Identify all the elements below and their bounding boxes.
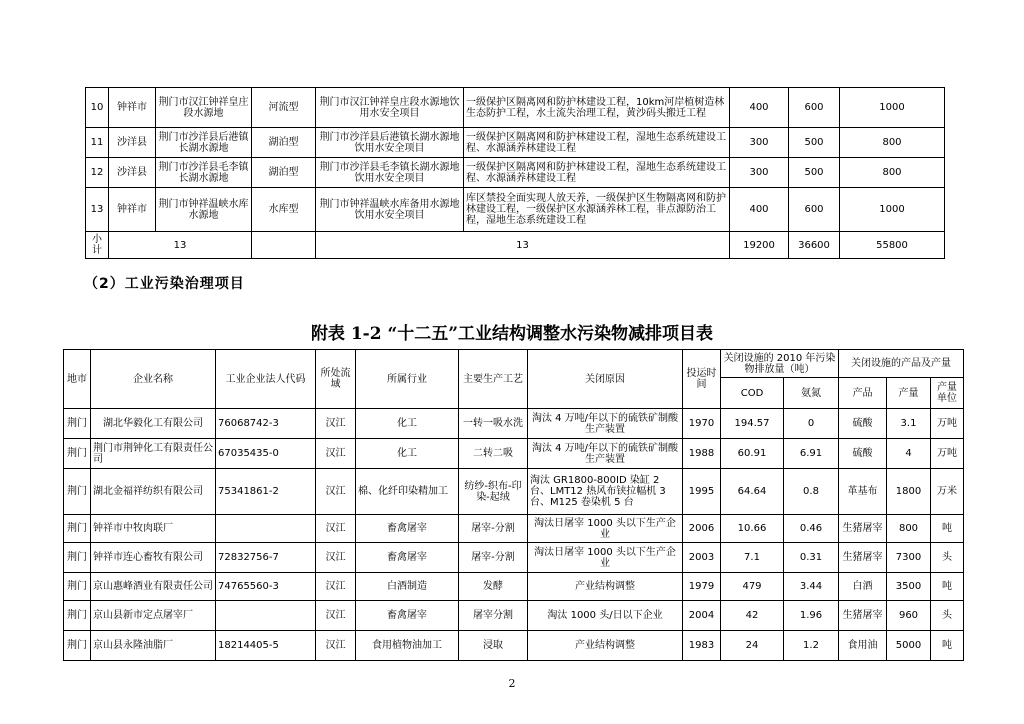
process-cell: 屠宰-分割 — [459, 543, 528, 573]
industrial-reduction-table — [63, 349, 964, 661]
project-name-cell: 荆门市汉江钟祥皇庄段水源地饮用水安全项目 — [316, 88, 464, 128]
city-cell: 荆门 — [64, 601, 91, 631]
product-cell: 硫酸 — [839, 439, 887, 469]
output-cell: 7300 — [887, 543, 931, 573]
ammonia-cell: 6.91 — [784, 439, 839, 469]
process-cell: 发酵 — [459, 573, 528, 601]
cod-cell: 42 — [721, 601, 784, 631]
value-cell: 600 — [789, 88, 840, 128]
subtotal-value: 36600 — [789, 232, 840, 259]
subtotal-project-count: 13 — [316, 232, 730, 259]
code-cell: 75341861-2 — [216, 469, 316, 515]
header-basin: 所处流域 — [316, 350, 356, 409]
project-content-cell: 一级保护区隔离网和防护林建设工程，湿地生态系统建设工程、水源涵养林建设工程 — [464, 128, 730, 158]
header-process: 主要生产工艺 — [459, 350, 528, 409]
process-cell: 一转一吸水洗 — [459, 409, 528, 439]
time-cell: 1995 — [683, 469, 721, 515]
city-cell: 荆门 — [64, 573, 91, 601]
value-cell: 600 — [789, 188, 840, 232]
company-cell: 钟祥市连心畜牧有限公司 — [91, 543, 216, 573]
row-number: 13 — [86, 188, 109, 232]
ammonia-cell: 0 — [784, 409, 839, 439]
city-cell: 钟祥市 — [109, 188, 156, 232]
value-cell: 800 — [840, 158, 945, 188]
empty-cell — [252, 232, 316, 259]
product-cell: 硫酸 — [839, 409, 887, 439]
code-cell: 74765560-3 — [216, 573, 316, 601]
basin-cell: 汉江 — [316, 515, 356, 543]
ammonia-cell: 0.31 — [784, 543, 839, 573]
code-cell — [216, 601, 316, 631]
source-type-cell: 湖泊型 — [252, 128, 316, 158]
output-cell: 4 — [887, 439, 931, 469]
time-cell: 2006 — [683, 515, 721, 543]
header-product: 产品 — [839, 378, 887, 409]
subtotal-label: 小计 — [86, 232, 109, 259]
project-name-cell: 荆门市沙洋县毛李镇长湖水源地饮用水安全项目 — [316, 158, 464, 188]
code-cell: 76068742-3 — [216, 409, 316, 439]
time-cell: 1979 — [683, 573, 721, 601]
value-cell: 500 — [789, 158, 840, 188]
product-cell: 生猪屠宰 — [839, 601, 887, 631]
ammonia-cell: 0.8 — [784, 469, 839, 515]
table-row — [64, 409, 964, 439]
city-cell: 荆门 — [64, 409, 91, 439]
output-cell: 5000 — [887, 631, 931, 661]
unit-cell: 吨 — [931, 515, 964, 543]
table-row — [86, 88, 945, 128]
table-title: 附表 1-2 “十二五”工业结构调整水污染物减排项目表 — [310, 324, 714, 344]
header-ammonia: 氨氮 — [784, 378, 839, 409]
project-name-cell: 荆门市沙洋县后港镇长湖水源地饮用水安全项目 — [316, 128, 464, 158]
project-name-cell: 荆门市钟祥温峡水库备用水源地饮用水安全项目 — [316, 188, 464, 232]
ammonia-cell: 1.96 — [784, 601, 839, 631]
row-number: 12 — [86, 158, 109, 188]
source-name-cell: 荆门市汉江钟祥皇庄段水源地 — [156, 88, 252, 128]
time-cell: 2003 — [683, 543, 721, 573]
ammonia-cell: 3.44 — [784, 573, 839, 601]
company-cell: 钟祥市中牧肉联厂 — [91, 515, 216, 543]
code-cell: 18214405-5 — [216, 631, 316, 661]
project-content-cell: 一级保护区隔离网和防护林建设工程，湿地生态系统建设工程、水源涵养林建设工程 — [464, 158, 730, 188]
city-cell: 荆门 — [64, 631, 91, 661]
basin-cell: 汉江 — [316, 469, 356, 515]
basin-cell: 汉江 — [316, 409, 356, 439]
basin-cell: 汉江 — [316, 543, 356, 573]
project-content-cell: 一级保护区隔离网和防护林建设工程，10km河岸植树造林生态防护工程，水土流失治理工程，黄沙码头搬迁工程 — [464, 88, 730, 128]
header-emission-group: 关闭设施的 2010 年污染物排放量（吨） — [721, 350, 839, 378]
basin-cell: 汉江 — [316, 573, 356, 601]
source-type-cell: 水库型 — [252, 188, 316, 232]
output-cell: 800 — [887, 515, 931, 543]
table-row — [64, 469, 964, 515]
table-row — [64, 439, 964, 469]
company-cell: 湖北金福祥纺织有限公司 — [91, 469, 216, 515]
reason-cell: 淘汰日屠宰 1000 头以下生产企业 — [528, 515, 683, 543]
industry-cell: 食用植物油加工 — [356, 631, 459, 661]
source-name-cell: 荆门市沙洋县毛李镇长湖水源地 — [156, 158, 252, 188]
reason-cell: 产业结构调整 — [528, 631, 683, 661]
row-number: 10 — [86, 88, 109, 128]
cod-cell: 24 — [721, 631, 784, 661]
product-cell: 白酒 — [839, 573, 887, 601]
reason-cell: 淘汰 4 万吨/年以下的硫铁矿制酸生产装置 — [528, 439, 683, 469]
output-cell: 1800 — [887, 469, 931, 515]
unit-cell: 头 — [931, 543, 964, 573]
reason-cell: 淘汰 1000 头/日以下企业 — [528, 601, 683, 631]
company-cell: 荆门市荆钟化工有限责任公司 — [91, 439, 216, 469]
section-heading: （2）工业污染治理项目 — [84, 276, 245, 292]
header-reason: 关闭原因 — [528, 350, 683, 409]
city-cell: 沙洋县 — [109, 158, 156, 188]
product-cell: 革基布 — [839, 469, 887, 515]
cod-cell: 479 — [721, 573, 784, 601]
company-cell: 湖北华毅化工有限公司 — [91, 409, 216, 439]
cod-cell: 7.1 — [721, 543, 784, 573]
ammonia-cell: 1.2 — [784, 631, 839, 661]
table-row — [64, 515, 964, 543]
header-company: 企业名称 — [91, 350, 216, 409]
unit-cell: 万吨 — [931, 439, 964, 469]
header-output: 产量 — [887, 378, 931, 409]
industry-cell: 棉、化纤印染精加工 — [356, 469, 459, 515]
subtotal-row — [86, 232, 945, 259]
time-cell: 1970 — [683, 409, 721, 439]
unit-cell: 吨 — [931, 631, 964, 661]
output-cell: 3500 — [887, 573, 931, 601]
source-type-cell: 河流型 — [252, 88, 316, 128]
cod-cell: 194.57 — [721, 409, 784, 439]
table-row — [64, 601, 964, 631]
subtotal-value: 19200 — [730, 232, 789, 259]
table-row — [64, 631, 964, 661]
unit-cell: 万米 — [931, 469, 964, 515]
table-row — [86, 158, 945, 188]
output-cell: 3.1 — [887, 409, 931, 439]
process-cell: 二转二吸 — [459, 439, 528, 469]
product-cell: 生猪屠宰 — [839, 515, 887, 543]
city-cell: 荆门 — [64, 515, 91, 543]
reason-cell: 淘汰 4 万吨/年以下的硫铁矿制酸生产装置 — [528, 409, 683, 439]
unit-cell: 万吨 — [931, 409, 964, 439]
header-cod: COD — [721, 378, 784, 409]
header-code: 工业企业法人代码 — [216, 350, 316, 409]
industry-cell: 化工 — [356, 439, 459, 469]
process-cell: 浸取 — [459, 631, 528, 661]
code-cell: 72832756-7 — [216, 543, 316, 573]
process-cell: 屠宰分割 — [459, 601, 528, 631]
city-cell: 沙洋县 — [109, 128, 156, 158]
time-cell: 2004 — [683, 601, 721, 631]
source-name-cell: 荆门市钟祥温峡水库水源地 — [156, 188, 252, 232]
header-industry: 所属行业 — [356, 350, 459, 409]
company-cell: 京山县新市定点屠宰厂 — [91, 601, 216, 631]
process-cell: 纺纱-织布-印染-起绒 — [459, 469, 528, 515]
table-row — [86, 128, 945, 158]
value-cell: 500 — [789, 128, 840, 158]
basin-cell: 汉江 — [316, 601, 356, 631]
value-cell: 400 — [730, 88, 789, 128]
industry-cell: 白酒制造 — [356, 573, 459, 601]
row-number: 11 — [86, 128, 109, 158]
cod-cell: 60.91 — [721, 439, 784, 469]
code-cell: 67035435-0 — [216, 439, 316, 469]
city-cell: 钟祥市 — [109, 88, 156, 128]
city-cell: 荆门 — [64, 543, 91, 573]
unit-cell: 头 — [931, 601, 964, 631]
company-cell: 京山县永隆油脂厂 — [91, 631, 216, 661]
product-cell: 食用油 — [839, 631, 887, 661]
industry-cell: 化工 — [356, 409, 459, 439]
project-content-cell: 库区禁投全面实现人放天养，一级保护区生物隔离网和防护林建设工程，一级保护区水源涵养林工程，非点源防治工程，湿地生态系统建设工程 — [464, 188, 730, 232]
header-unit: 产量单位 — [931, 378, 964, 409]
city-cell: 荆门 — [64, 469, 91, 515]
reason-cell: 淘汰 GR1800-800ID 染缸 2 台、LMT12 热风布铗拉幅机 3 台、M125 卷染机 5 台 — [528, 469, 683, 515]
reason-cell: 产业结构调整 — [528, 573, 683, 601]
value-cell: 400 — [730, 188, 789, 232]
industry-cell: 畜禽屠宰 — [356, 543, 459, 573]
process-cell: 屠宰-分割 — [459, 515, 528, 543]
value-cell: 800 — [840, 128, 945, 158]
cod-cell: 64.64 — [721, 469, 784, 515]
time-cell: 1988 — [683, 439, 721, 469]
subtotal-source-count: 13 — [109, 232, 252, 259]
value-cell: 300 — [730, 128, 789, 158]
ammonia-cell: 0.46 — [784, 515, 839, 543]
basin-cell: 汉江 — [316, 439, 356, 469]
industry-cell: 畜禽屠宰 — [356, 515, 459, 543]
industry-cell: 畜禽屠宰 — [356, 601, 459, 631]
cod-cell: 10.66 — [721, 515, 784, 543]
source-type-cell: 湖泊型 — [252, 158, 316, 188]
value-cell: 1000 — [840, 188, 945, 232]
city-cell: 荆门 — [64, 439, 91, 469]
basin-cell: 汉江 — [316, 631, 356, 661]
header-row — [64, 350, 964, 378]
water-source-project-table — [85, 87, 945, 259]
value-cell: 300 — [730, 158, 789, 188]
table-row — [64, 573, 964, 601]
time-cell: 1983 — [683, 631, 721, 661]
header-time: 投运时间 — [683, 350, 721, 409]
unit-cell: 吨 — [931, 573, 964, 601]
value-cell: 1000 — [840, 88, 945, 128]
product-cell: 生猪屠宰 — [839, 543, 887, 573]
code-cell — [216, 515, 316, 543]
subtotal-value: 55800 — [840, 232, 945, 259]
page-number: 2 — [508, 677, 516, 690]
table-row — [86, 188, 945, 232]
reason-cell: 淘汰日屠宰 1000 头以下生产企业 — [528, 543, 683, 573]
table-row — [64, 543, 964, 573]
header-product-group: 关闭设施的产品及产量 — [839, 350, 964, 378]
source-name-cell: 荆门市沙洋县后港镇长湖水源地 — [156, 128, 252, 158]
header-city: 地市 — [64, 350, 91, 409]
company-cell: 京山惠峰酒业有限责任公司 — [91, 573, 216, 601]
output-cell: 960 — [887, 601, 931, 631]
